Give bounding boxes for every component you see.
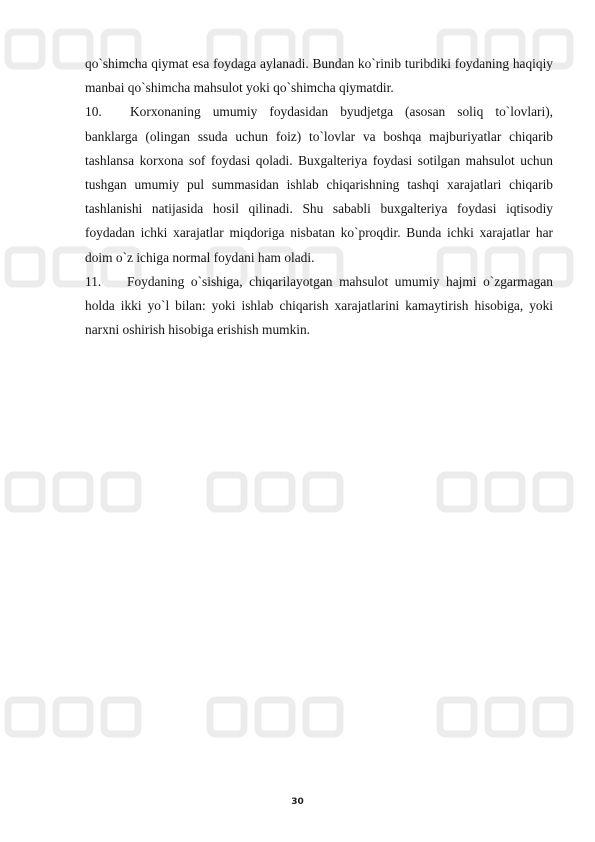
watermark-logo	[8, 700, 138, 734]
paragraph-11	[85, 270, 553, 343]
paragraph-text: qo`shimcha qiymat esa foydaga aylanadi. Bundan ko`rinib turibdiki foydaning haqiqiy manbai qo`shimcha mahsulot yoki qo`shimcha qiymatdir.	[85, 56, 553, 96]
paragraph-number: 11.	[85, 273, 102, 289]
watermark-logo	[210, 475, 340, 509]
watermark-logo	[8, 475, 138, 509]
paragraph-text: Foydaning o`sishiga, chiqarilayotgan mahsulot umumiy hajmi o`zgarmagan holda ikki yo`l bilan: yoki ishlab chiqarish xarajatlarini kamaytirish hisobiga, yoki narxni oshirish hisobiga erishish mumkin.	[85, 273, 553, 338]
watermark-logo	[210, 700, 340, 734]
page-number: 30	[291, 797, 304, 807]
paragraph-number: 10.	[85, 104, 102, 120]
paragraph-text: Korxonaning umumiy foydasidan byudjetga (asosan soliq to`lovlari), banklarga (olingan ssuda uchun foiz) to`lovlar va boshqa majburiyatlar chiqarib tashlansa korxona sof foydasi qoladi. Buxgalteriya foydasi sotilgan mahsulot uchun tushgan umumiy pul summasidan ishlab chiqarishning tashqi xarajatlari chiqarib tashlanishi natijasida hosil qilinadi. Shu sababli buxgalteriya foydasi iqtisodiy foydadan ichki xarajatlar miqdoriga nisbatan ko`proqdir. Bunda ichki xarajatlar har doim o`z ichiga normal foydani ham oladi.	[85, 104, 553, 265]
paragraph-continued	[85, 52, 553, 100]
document-body	[85, 52, 553, 342]
paragraph-10	[85, 100, 553, 269]
watermark-logo	[440, 700, 570, 734]
watermark-logo	[440, 475, 570, 509]
